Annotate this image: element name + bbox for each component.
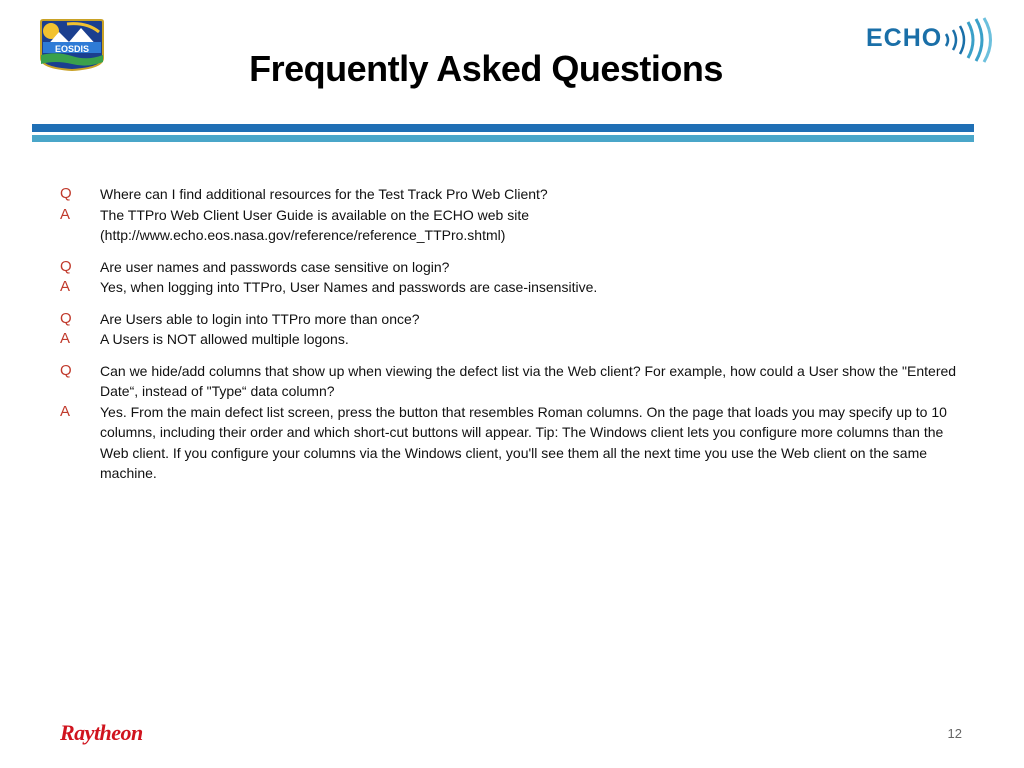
faq-item-3	[60, 309, 960, 350]
header-divider-dark	[32, 124, 974, 132]
faq-item-1	[60, 184, 960, 246]
raytheon-logo: Raytheon	[60, 720, 143, 745]
echo-logo-text: ECHO	[866, 24, 943, 52]
question-text: Can we hide/add columns that show up when viewing the defect list via the Web client? For example, how could a User show the "Entered Date“, instead of "Type“ data column?	[100, 362, 957, 399]
page-number: 12	[947, 726, 962, 741]
faq-list	[60, 184, 960, 484]
answer-label: A	[60, 330, 71, 347]
question-label: Q	[60, 185, 72, 202]
answer-label: A	[60, 402, 71, 420]
answer-text: Yes, when logging into TTPro, User Names and passwords are case-insensitive.	[100, 279, 598, 295]
question-text: Where can I find additional resources for the Test Track Pro Web Client?	[100, 186, 548, 202]
faq-item-2	[60, 257, 960, 298]
question-label: Q	[60, 309, 72, 327]
question-text: Are user names and passwords case sensitive on login?	[100, 258, 450, 275]
header-divider-light	[32, 135, 974, 142]
answer-text: Yes. From the main defect list screen, press the button that resembles Roman columns. On the page that loads you may specify up to 10 columns, including their order and which short-cut buttons will appear. Tip: The Windows client lets you configure more columns than the Web client. If you configure your columns via the Windows client, you'll see them all the next time you use the Web client on the same machine.	[100, 403, 947, 481]
answer-text: A Users is NOT allowed multiple logons.	[100, 331, 349, 347]
answer-label: A	[60, 278, 71, 295]
faq-item-4	[60, 361, 960, 484]
page-title: Frequently Asked Questions	[249, 48, 723, 89]
answer-label: A	[60, 205, 71, 223]
question-label: Q	[60, 361, 72, 379]
eosdis-logo-text: EOSDIS	[54, 44, 90, 54]
question-text: Are Users able to login into TTPro more than once?	[100, 310, 420, 327]
question-label: Q	[60, 257, 72, 275]
answer-text: The TTPro Web Client User Guide is available on the ECHO web site (http://www.echo.eos.nasa.gov/reference/reference_TTPro.shtml)	[100, 206, 530, 243]
